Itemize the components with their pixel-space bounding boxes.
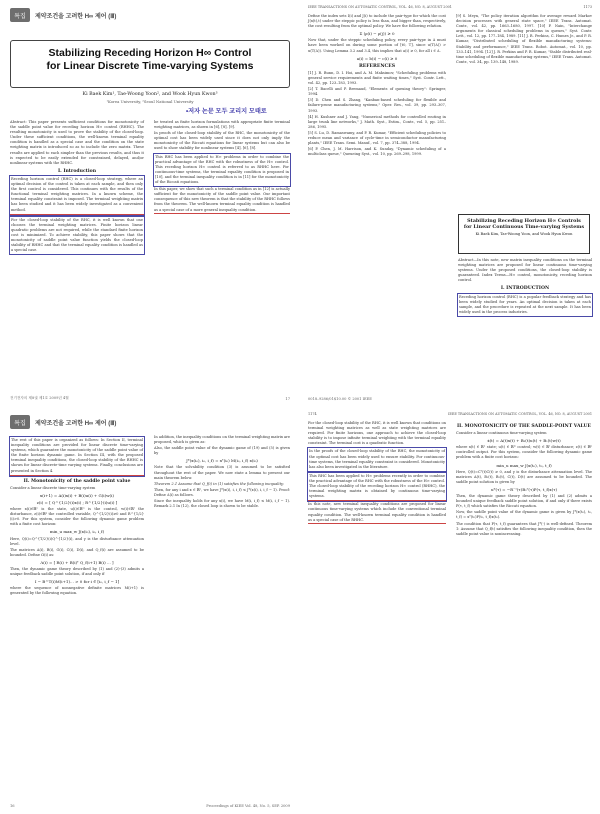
ieee-page-number-2: 1174 bbox=[308, 412, 317, 416]
paper-title-line2: for Linear Discrete Time-varying Systems bbox=[46, 60, 254, 72]
ieee-abstract-column bbox=[458, 258, 592, 317]
right-column bbox=[154, 120, 290, 215]
p3-right-column bbox=[154, 435, 290, 510]
p4-right-2: where x(t) ∈ ℝⁿ state; u(t) ∈ ℝᵐ control; w(t) ∈ ℝˡ disturbance; z(t) ∈ ℝᵖ controlled output. For this system, consider the following dynamic game problem with a finite cost horizon: bbox=[456, 445, 592, 460]
series-title-2: 제약조건을 고려한 H∞ 제어 (Ⅲ) bbox=[35, 420, 117, 427]
page-ieee-second bbox=[300, 407, 600, 814]
omega-equation: Λ(i) = [ R(i) + B(i)ᵀ Q_f(i+1) B(i) ... ] bbox=[40, 559, 114, 565]
p4-equation-3: u*(τ) = −R⁻¹(τ)B₂ᵀ(τ)P(τ, t_f)x(τ) bbox=[490, 486, 558, 492]
p3-col2-e: Since the inequality holds for any x(i), we have M(i, i_f) ≤ M(i, i_f − 1). Remark 2.1 In (12), the closed loop is shown to be stable. bbox=[154, 499, 290, 509]
intro-paragraph-2: For the closed-loop stability of the RHC, it is well known that one chooses the terminal weighting matrices. Finite horizon linear quadratic problems are not required, while the standard finite horizon cost is minimized. To achieve stability, this paper shows that the monotonicity of saddle point value function yields the closed-loop stability of RHHC and that the terminal equality condition is handled as a special case. bbox=[10, 217, 144, 255]
p3-body-2: where x(i)∈ℝⁿ is the state, u(i)∈ℝᵐ is the control, w(i)∈ℝˡ the disturbance, z(i)∈ℝᵖ the controlled variable, Q^{1/2}(i)≥0 and R^{1/2}(i)>0. For this system, consider the following dynamic game problem with a finite cost horizon: bbox=[10, 507, 144, 527]
equation-1: Σ (ρ(i) − ρ(j)) ≥ 0 bbox=[359, 31, 395, 37]
p4-equation-2: min_u max_w J(x(t₀), t₀, t_f) bbox=[496, 462, 552, 468]
references-heading: REFERENCES bbox=[358, 63, 396, 69]
p4-text-4: In this note, new terminal inequality conditions are proposed for linear continuous time-varying systems which include the conventional terminal equality condition. The well-known terminal equality condition is handled as a special case of the RHHC. bbox=[308, 502, 446, 523]
ieee-copyright: 0018–9286/01$10.00 © 2001 IEEE bbox=[308, 397, 372, 401]
ieee-running-head bbox=[308, 5, 592, 9]
ieee-journal-name: IEEE TRANSACTIONS ON AUTOMATIC CONTROL, VOL. 46, NO. 8, AUGUST 2001 bbox=[308, 5, 452, 9]
ieee-abstract: Abstract—In this note, new matrix inequality conditions on the terminal weighting matrices are proposed for linear continuous time-varying systems. Under the proposed conditions, the closed-loop stability is guaranteed. Index Terms—H∞ control, monotonicity, receding horizon control. bbox=[458, 258, 592, 283]
p4-left-column bbox=[308, 421, 446, 525]
reference-2: [2] T. Bacelli and P. Bremaud, "Elements of queuing theory": Springer, 1994. bbox=[308, 87, 446, 97]
ieee-right-column-refs bbox=[456, 14, 592, 66]
p4-text-1: For the closed-loop stability of the RHC, it is well known that conditions on terminal weighting matrices as well as state weighting matrices are required. For finite horizons, one approach to achieve the closed-loop stability is to impose infinite terminal weighting with the terminal equality constraint. The terminal cost is a quadratic function. bbox=[308, 421, 446, 446]
section-introduction-heading: I. Introduction bbox=[57, 168, 97, 174]
ieee-running-head-2 bbox=[308, 412, 592, 416]
p3-body-5: Then, the dynamic game theory described by (1) and (2)-(3) admits a unique feedback saddle point solution, if and only if bbox=[10, 566, 144, 577]
ieee-text-2: Now that, under the steppic scheduling policy, every pair-type in Δ must have been worked on during some portion of [t0, T], since u(T(Δ)) > u(T(Δ)). Using Lemma 3.2 and 3.4, this implies that a(i) ≥ 0, for all i ∈ Δ. bbox=[308, 38, 446, 53]
special-feature-badge-2: 특집 bbox=[10, 415, 30, 429]
special-feature-badge: 특집 bbox=[10, 8, 30, 22]
col2-paragraph-d: In this paper, we show that such a terminal condition as in [12] is actually sufficient for the monotonicity of the saddle point value. Our important consequence of this new theorem is that the stability of the RHHC follows from the theorem. The well-known terminal equality condition is handled as a special case of a more general inequality condition. bbox=[154, 187, 290, 213]
journal-header-2 bbox=[10, 415, 116, 429]
col2-paragraph-b: In proofs of the closed-loop stability of the RHC, the monotonicity of the optimal cost has been widely used since it does not only imply the monotonicity of the Riccati equations for linear systems but can also be used to show stability for nonlinear systems [4], [6], [8]. bbox=[154, 131, 290, 151]
ieee-intro-text: Receding horizon control (RHC) is a popular feedback strategy and has been widely studied for years. An optimal decision is taken at each sample, and the procedure is repeated at the next sample. It has been widely used in the process industries. bbox=[458, 294, 592, 316]
p3-body-6: where the sequence of nonnegative definite matrices M(i+1) is generated by the following equation. bbox=[10, 586, 144, 596]
p4-right-3: Here, Q(t)=Cᵀ(t)C(t) ≥ 0, and γ is the disturbance attenuation level. The matrices A(t), B₁(t), B₂(t), C(t), D(t) are assumed to be bounded. The saddle point solution is given by bbox=[456, 469, 592, 484]
system-equation: x(i+1) = A(i)x(i) + B(i)u(i) + G(i)w(i) bbox=[40, 492, 114, 498]
p4-equation-1: ẋ(t) = A(t)x(t) + B₂(t)u(t) + B₁(t)w(t) bbox=[487, 438, 561, 444]
ieee-paper-title: Stabilizing Receding Horizon H∞ Controls for Linear Continuous Time-varying Systems bbox=[463, 218, 585, 230]
page-ieee-first bbox=[300, 0, 600, 407]
paper-title-line1: Stabilizing Receding Horizon H∞ Control bbox=[48, 47, 252, 59]
page-korean-second bbox=[0, 407, 300, 814]
ieee-authors: Ki Baek Kim, Tae-Woong Yoon, and Wook Hyun Kwon bbox=[475, 232, 573, 236]
author-block bbox=[10, 92, 290, 105]
p3-col2-b: Also, the saddle point value of the dynamic game of (19) and (5) is given by bbox=[154, 446, 290, 456]
series-title: 제약조건을 고려한 H∞ 제어 (Ⅲ) bbox=[35, 13, 117, 20]
page-korean-first bbox=[0, 0, 300, 407]
p3-page-number: 16 bbox=[10, 804, 15, 808]
p4-text-3: This RHC has been applied to H∞ problems recently in order to combine the practical advantage of the RHC with the robustness of the H∞ control. The closed-loop stability of the receding horizon H∞ control (RHHC), the terminal weighting matrix is obtained by continuous time-varying systems. bbox=[308, 473, 446, 501]
ieee-text-1: Define the index sets I(i) and J(i) to include the pair-type for which the cost J(x(t),t) under the steppic policy is less than, and bigger than, respectively, the cost resulting from the optimal policy. We have the following relation. bbox=[308, 14, 446, 29]
reference-1: [1] J. R. Bunn, D. I. Hoi, and A. M. Maksimov, "Scheduling problems with general service requirements and finite waiting times," Syst. Contr. Lett., vol. 42, pp. 123–183, 1993. bbox=[308, 70, 446, 86]
reference-4: [4] H. Kushner and J. Yang, "Numerical methods for controlled routing in large trunk line networks," J. Math. Syst., Estim., Contr., vol. 5, pp. 251–286, 1995. bbox=[308, 114, 446, 129]
value-equation: J*(x(i₀), i₀, i_f) = xᵀ(i₀) M(i₀, i_f) x(i₀) bbox=[186, 458, 258, 464]
p3-col2-a: In addition, the inequality conditions on the terminal weighting matrix are proposed, which is given as: bbox=[154, 435, 290, 445]
col2-paragraph-a: be treated as finite horizon formulations with appropriate finite terminal weighting matrices, as shown in [6], [8], [9]. bbox=[154, 120, 290, 130]
p4-right-5: Now, the saddle point value of the dynamic game is given by J*(x(t₀), t₀, t_f) = xᵀ(t₀)P(t₀, t_f)x(t₀). bbox=[456, 510, 592, 520]
page-number: 17 bbox=[285, 397, 290, 401]
reference-5: [5] S. Lu, D. Ramaswamy, and P. R. Kumar, "Efficient scheduling policies to reduce mean and variance of cycle-time in semiconductor manufacturing plants," IEEE Trans. Semi. Manuf., vol. 7, pp. 374–388, 1994. bbox=[308, 130, 446, 146]
p4-right-6: The condition that P(τ, t_f) guarantees that J*(·) is well-defined. Theorem 1: Assume that Q_f(t) satisfies the following inequality condition, then the saddle point value is nonincreasing. bbox=[456, 521, 592, 536]
handwritten-note: •저자 논문 모두 교리지 모태로 bbox=[186, 108, 267, 115]
p4-right-4: Then, the dynamic game theory described by (1) and (2) admits a bounded unique feedback saddle point solution, if and only if there exists P(τ, t_f) which satisfies the Riccati equation. bbox=[456, 494, 592, 509]
p4-right-1: Consider a linear continuous time-varying system bbox=[456, 431, 547, 436]
paper-title-box bbox=[10, 40, 290, 88]
references-continued: [9] S. Meyn, "The policy iteration algorithm for average reward Markov decision processes with general state space," IEEE Trans. Automat. Contr., vol. 42, pp. 1663–1680, 1997. [10] P. Nain, "Interchange arguments for classical scheduling problems in queues," Syst. Contr. Lett., vol. 12, pp. 177–184, 1989. [11] J. R. Perkins, C. Humes Jr., and P. R. Kumar, "Distributed scheduling of flexible manufacturing systems: Stability and performance," IEEE Trans. Robot. Automat., vol. 10, pp. 133–141, 1994. [12] J. R. Perkins and P. R. Kumar, "Stable distributed real-time scheduling of flexible manufacturing systems," IEEE Trans. Automat. Contr., vol. 34, pp. 139–148, 1989. bbox=[456, 14, 592, 64]
reference-3: [3] D. Chen and S. Zhang, "Kanban-based scheduling for flexible and failure-prone manufacturing systems," Oper. Res., vol. 39, pp. 293–307, 1993. bbox=[308, 98, 446, 113]
p3-col2-c: Note that the solvability condition (3) is assumed to be satisfied throughout the rest of the paper. We now state a lemma to present our main theorem below. bbox=[154, 465, 290, 480]
p3-col2-d: Then, for any i and x ∈ ℝⁿ, we have J*(x(i), i, i_f) ≤ J*(x(i), i, i_f − 1). Proof: Define Δ(i) as follows. bbox=[154, 487, 290, 497]
footer-left: 전기전자의 제8권 제1호 2009년 4월 bbox=[10, 396, 69, 400]
abstract: Abstract: This paper presents sufficient conditions for monotonicity of the saddle point value for receding horizon H∞ control (RHHC). The resulting monotonicity is used to prove the stability of the closed-loop. Under these sufficient conditions, the well-known terminal equality condition is handled as a special case and the condition on the state weighting matrix is introduced so as to include the zero matrix. These results are applied to each simpler than the previous results, and thus it is expected to be easily extended for constrained, delayed, and/or nonlinear systems with the RHHC. bbox=[10, 120, 144, 165]
p3-body-1: Consider a linear discrete time-varying system bbox=[10, 485, 96, 490]
ieee-title-box bbox=[458, 214, 590, 254]
p3-footer-journal: Proceedings of KIEE Vol. 48, No. 5, SEP. 2009 bbox=[206, 804, 290, 808]
p4-text-2: In the proofs of the closed-loop stability of the RHC, the monotonicity of the optimal cost has been widely used to ensure stability. For continuous-time systems, the terminal equality constraint is considered. Monotonicity has also been investigated in the literature. bbox=[308, 448, 446, 470]
output-equation: z(i) = [ Q^{1/2}(i)x(i) ; R^{1/2}(i)u(i) ] bbox=[36, 499, 118, 505]
ieee-intro-heading: I. INTRODUCTION bbox=[500, 286, 550, 292]
theorem-2-1: Theorem 2.1 Assume that Q_f(i) in (1) satisfies the following inequality: bbox=[154, 481, 285, 486]
ieee-page-number: 1173 bbox=[583, 5, 592, 9]
author-affiliation: ¹Korea University, ²Seoul National University bbox=[106, 98, 194, 104]
p3-left-column bbox=[10, 435, 144, 597]
condition-equation: I − B^T(i)M(i+1)... > 0 for i ∈ [i₀, i_f − 1] bbox=[34, 579, 120, 585]
p4-right-column bbox=[456, 421, 592, 538]
p3-intro-rest: The rest of this paper is organized as follows: In Section II, terminal inequality conditions are provided for linear discrete time-varying systems, which guarantee the monotonicity of the saddle point value of the finite horizon dynamic game. In Section III, with the proposed terminal inequality conditions, the closed-loop stability of the RHHC is shown for linear discrete-time varying systems. Finally, conclusions are presented in Section 4. bbox=[10, 437, 144, 476]
section-2-heading: II. Monotonicity of the saddle point value bbox=[23, 478, 131, 484]
ieee-left-column bbox=[308, 14, 446, 158]
p3-body-3: Here, Q(i)=Q^{T/2}(i)Q^{1/2}(i), and γ is the disturbance attenuation level. bbox=[10, 536, 144, 546]
intro-paragraph-1: Receding horizon control (RHC) is a closed-loop strategy, where an optimal decision of the control is taken at each sample, and then only the first control is considered. This continues with the results of the functional terminal weighting matrices. In a known scheme, the terminal equality constraint is imposed. The terminal weighting matrix has been studied and it has been widely investigated as a convenient method. bbox=[10, 176, 144, 215]
journal-header bbox=[10, 8, 116, 22]
game-equation: min_u max_w J(x(i₀), i₀, i_f) bbox=[49, 529, 105, 535]
p3-body-4: The matrices A(i), B(i), G(i), C(i), D(i), and Q_f(i) are assumed to be bounded. Define Ω(i) as: bbox=[10, 547, 144, 557]
p4-section-heading: II. MONOTONICITY OF THE SADDLE-POINT VALUE bbox=[456, 424, 592, 429]
reference-6: [6] P. Chen, J. M. Harrison, and K. Sunday, "Dynamic scheduling of a multiclass queue," Queueing Syst., vol. 10, pp. 269–298, 1999. bbox=[308, 147, 446, 157]
ieee-journal-name-2: IEEE TRANSACTIONS ON AUTOMATIC CONTROL, VOL. 46, NO. 8, AUGUST 2001 bbox=[448, 412, 592, 416]
author-names: Ki Baek Kim¹, Tae-Woong Yoon², and Wook Hyun Kwon³ bbox=[82, 92, 218, 97]
col2-paragraph-c: This RHC has been applied to H∞ problems in order to combine the practical advantage of the RHC with the robustness of the H∞ control. This receding horizon H∞ control is referred to as RHHC here. For continuous-time systems, the terminal equality condition is proposed in [10], and the terminal inequality condition is in [11] for the monotonicity of the Riccati equations. bbox=[154, 154, 290, 187]
equation-2: a(i) = b(i) − c(i) ≥ 0 bbox=[356, 55, 398, 61]
left-column bbox=[10, 120, 144, 255]
